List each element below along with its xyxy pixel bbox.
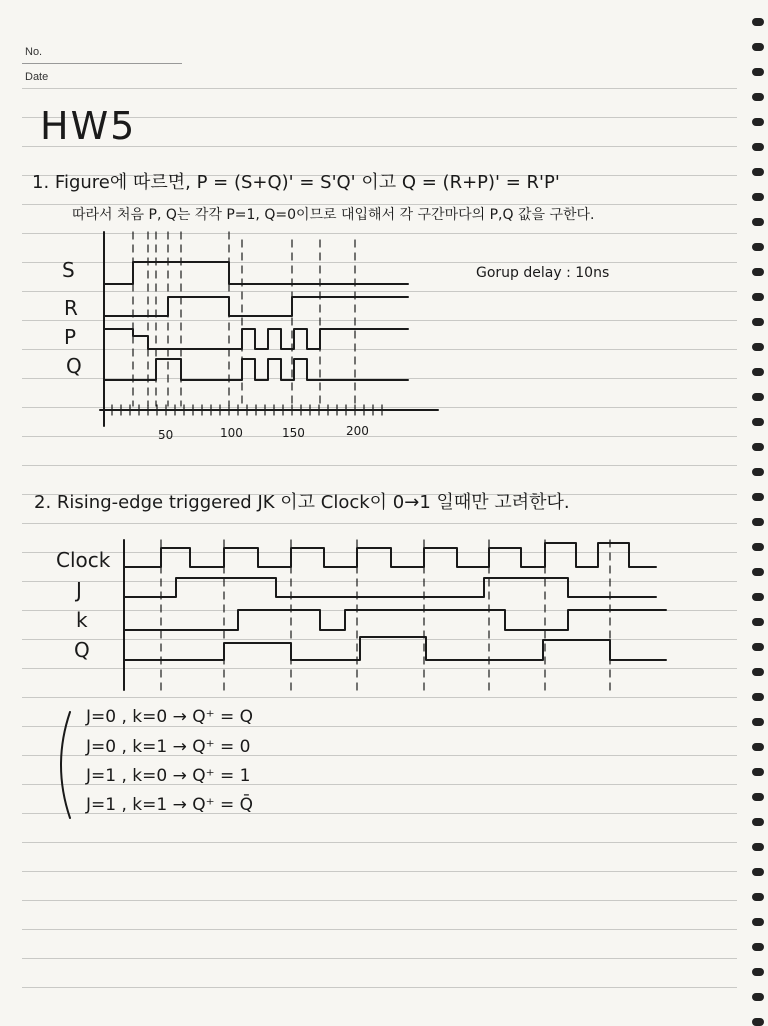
signal-label-q2: Q: [74, 638, 90, 662]
signal-label-s: S: [62, 258, 75, 282]
waveform-r: [104, 297, 408, 316]
jk-rule-4: J=1 , k=1 → Q⁺ = Q̄: [86, 795, 254, 815]
problem1-line2: 따라서 처음 P, Q는 각각 P=1, Q=0이므로 대입해서 각 구간마다의 P,Q 값을 구한다.: [72, 207, 595, 223]
signal-label-j: J: [76, 578, 82, 602]
signal-label-k: k: [76, 608, 88, 632]
problem2-line1: 2. Rising-edge triggered JK 이고 Clock이 0→1 일때만 고려한다.: [34, 492, 570, 513]
no-label: No.: [25, 46, 43, 58]
waveform-clock: [124, 543, 656, 567]
waveform-q: [104, 359, 408, 380]
waveform-q-jk: [124, 637, 666, 660]
tick-label-200: 200: [346, 424, 369, 438]
jk-rule-2: J=0 , k=1 → Q⁺ = 0: [86, 737, 251, 757]
tick-label-100: 100: [220, 426, 243, 440]
tick-label-150: 150: [282, 426, 305, 440]
waveform-p: [104, 329, 408, 349]
group-delay-note: Gorup delay : 10ns: [476, 265, 610, 281]
signal-label-q: Q: [66, 354, 82, 378]
p2-dashed-guides: [161, 540, 610, 690]
waveform-j: [124, 578, 656, 597]
signal-label-r: R: [64, 296, 78, 320]
rules-bracket: [61, 712, 70, 818]
page-title: HW5: [40, 104, 137, 148]
jk-rule-1: J=0 , k=0 → Q⁺ = Q: [86, 707, 254, 727]
date-label: Date: [25, 71, 49, 83]
tick-label-50: 50: [158, 428, 174, 442]
signal-label-p: P: [64, 325, 77, 349]
problem1-line1: 1. Figure에 따르면, P = (S+Q)' = S'Q' 이고 Q = (R+P)' = R'P': [32, 172, 560, 193]
jk-rule-3: J=1 , k=0 → Q⁺ = 1: [86, 766, 251, 786]
waveform-s: [104, 262, 408, 284]
waveform-k: [124, 610, 666, 630]
signal-label-clock: Clock: [56, 548, 111, 572]
